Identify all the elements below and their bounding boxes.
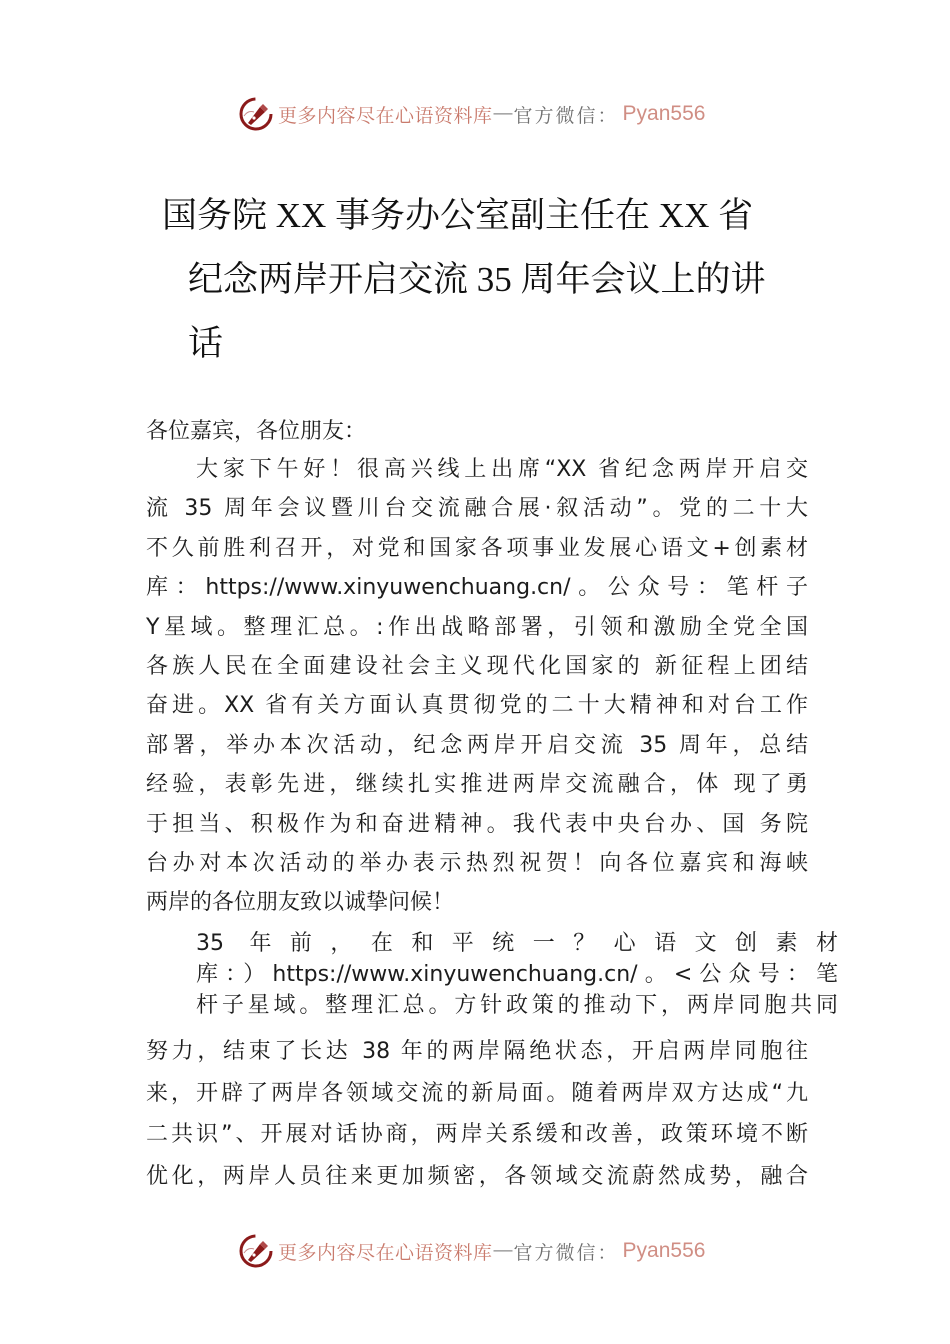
text-line: 于担当、积极作为和奋进精神。我代表中央台办、国 务院 bbox=[146, 811, 808, 837]
text-line: 两岸的各位朋友致以诚挚问候！ bbox=[146, 890, 455, 916]
banner-brand-text: 更多内容尽在心语资料库 bbox=[278, 1241, 493, 1264]
banner-wechat-account: Pyan556 bbox=[622, 1239, 706, 1262]
pen-nib-logo-icon bbox=[238, 96, 274, 132]
header-banner bbox=[238, 94, 705, 134]
banner-wechat-label: 官方微信： bbox=[513, 1241, 619, 1264]
banner-dash: — bbox=[493, 103, 513, 124]
title-line: 国务院 XX 事务办公室副主任在 XX 省 bbox=[162, 196, 754, 235]
paragraph-1 bbox=[146, 450, 808, 923]
banner-brand-text: 更多内容尽在心语资料库 bbox=[278, 104, 493, 127]
salutation: 各位嘉宾，各位朋友： bbox=[146, 419, 367, 444]
text-line: 35 年前，在和平统一？心语文创素材 bbox=[196, 931, 838, 956]
text-line: 来，开辟了两岸各领域交流的新局面。随着两岸双方达成“九 bbox=[146, 1080, 808, 1106]
text-line: 杆子星域。整理汇总。方针政策的推动下，两岸同胞共同 bbox=[196, 993, 838, 1018]
pen-nib-logo-icon bbox=[238, 1233, 274, 1269]
banner-wechat-account: Pyan556 bbox=[622, 102, 706, 125]
text-line: 台办对本次活动的举办表示热烈祝贺！向各位嘉宾和海峡 bbox=[146, 851, 808, 877]
footer-banner bbox=[238, 1231, 705, 1271]
text-line: 部署，举办本次活动，纪念两岸开启交流 35 周年，总结 bbox=[146, 732, 808, 758]
text-line: 不久前胜利召开，对党和国家各项事业发展心语文+创素材 bbox=[146, 535, 808, 561]
paragraph-3 bbox=[146, 1031, 808, 1197]
text-line: 各族人民在全面建设社会主义现代化国家的 新征程上团结 bbox=[146, 654, 808, 680]
document-title bbox=[162, 184, 782, 376]
text-line: 奋进。XX 省有关方面认真贯彻党的二十大精神和对台工作 bbox=[146, 693, 808, 719]
paragraph-2 bbox=[196, 928, 838, 1021]
text-line: 优化，两岸人员往来更加频密，各领域交流蔚然成势，融合 bbox=[146, 1163, 808, 1189]
banner-dash: — bbox=[493, 1240, 513, 1261]
title-line: 话 bbox=[188, 324, 224, 363]
text-line: 二共识”、开展对话协商，两岸关系缓和改善，政策环境不断 bbox=[146, 1122, 808, 1147]
text-line: 经验，表彰先进，继续扎实推进两岸交流融合，体 现了勇 bbox=[146, 772, 808, 798]
text-line: 大家下午好！很高兴线上出席“XX 省纪念两岸开启交 bbox=[196, 457, 808, 482]
title-line: 纪念两岸开启交流 35 周年会议上的讲 bbox=[188, 260, 766, 299]
text-line: 流 35 周年会议暨川台交流融合展·叙活动”。党的二十大 bbox=[146, 496, 808, 522]
text-line: 库：https://www.xinyuwenchuang.cn/。公众号：笔杆子 bbox=[146, 575, 808, 601]
text-line: Y星域。整理汇总。:作出战略部署，引领和激励全党全国 bbox=[146, 614, 808, 640]
banner-wechat-label: 官方微信： bbox=[513, 104, 619, 127]
text-line: 库：）https://www.xinyuwenchuang.cn/。<公众号：笔 bbox=[196, 962, 838, 987]
text-line: 努力，结束了长达 38 年的两岸隔绝状态，开启两岸同胞往 bbox=[146, 1039, 808, 1064]
